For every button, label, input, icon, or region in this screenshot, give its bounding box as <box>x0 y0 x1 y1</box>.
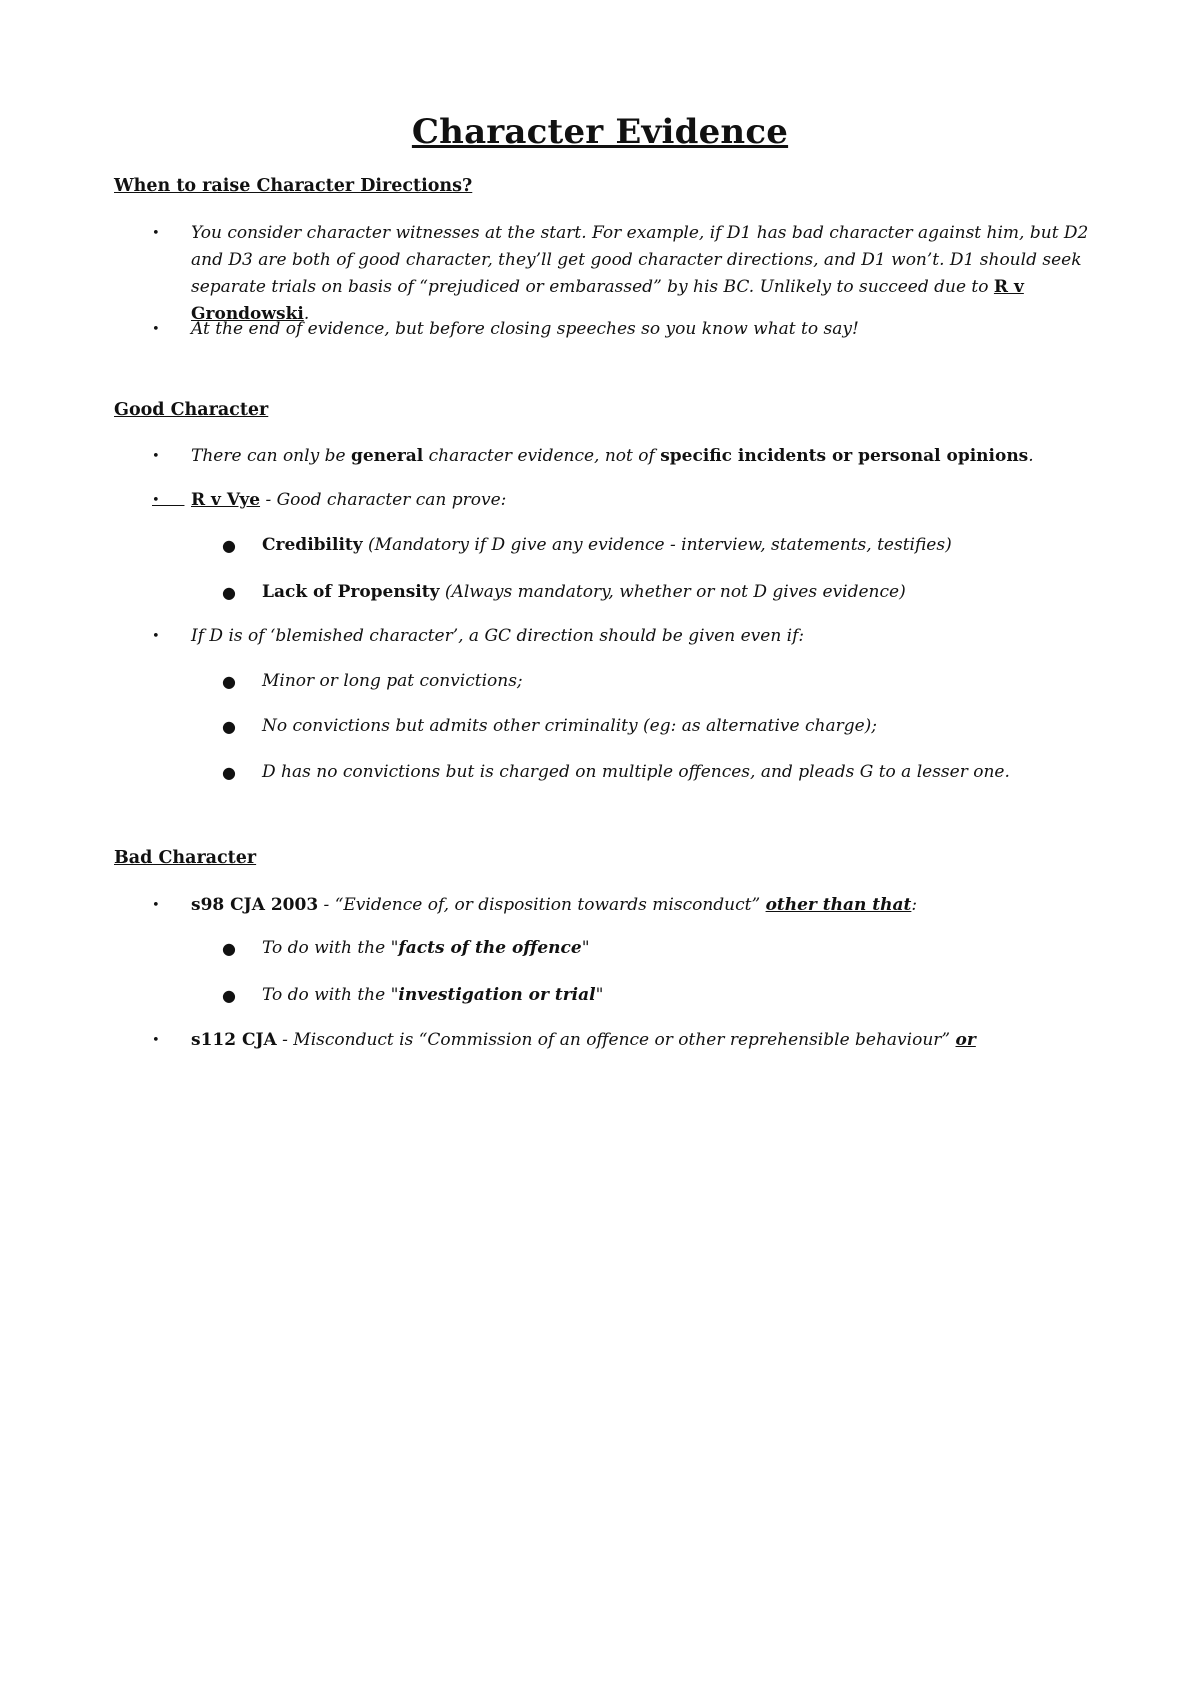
text-run: To do with the " <box>262 985 399 1005</box>
text-run: - Good character can prove: <box>260 490 507 510</box>
text-run: There can only be <box>191 446 351 466</box>
bullet-icon: • <box>152 898 160 913</box>
text-run: " <box>595 985 604 1005</box>
sub-item-multiple-offences: D has no convictions but is charged on multiple offences, and pleads G to a lesser one. <box>262 762 1010 782</box>
case-name: R v Grondowski <box>191 277 1024 324</box>
text-run: - Misconduct is “Commission of an offence or other reprehensible behaviour” <box>276 1030 956 1050</box>
bullet-icon: • <box>152 1033 160 1048</box>
text-run: . <box>1028 446 1034 466</box>
punctuation: . <box>303 304 310 324</box>
text-run-bold: specific incidents or personal opinions <box>660 446 1029 466</box>
sub-item-no-convictions: No convictions but admits other criminality (eg: as alternative charge); <box>262 716 878 736</box>
case-name: R v Vye <box>191 490 261 510</box>
sub-item-propensity <box>262 579 906 606</box>
text-run-emphasis: investigation or trial <box>398 985 596 1005</box>
punctuation: : <box>911 895 918 915</box>
bullet-icon: ● <box>222 763 236 782</box>
list-item-bad-1 <box>191 892 917 919</box>
bullet-icon: ● <box>222 986 236 1005</box>
bullet-icon: ● <box>222 672 236 691</box>
sub-item-credibility <box>262 532 952 559</box>
bullet-icon: • <box>152 493 185 508</box>
text-run: To do with the " <box>262 938 399 958</box>
list-item-good-1 <box>191 443 1034 470</box>
bullet-icon: • <box>152 449 160 464</box>
list-item-text: You consider character witnesses at the start. For example, if D1 has bad character against him, but D2 and D3 are both of good character, they’ll get good character directions, and D1 won’t. D1 should seek separate trials on basis of “prejudiced or embarassed” by his BC. Unlikely to succeed due to <box>191 223 1089 297</box>
text-run-emphasis: other than that <box>765 895 912 915</box>
list-item-bad-2 <box>191 1027 976 1054</box>
text-run: (Always mandatory, whether or not D gives evidence) <box>439 582 906 602</box>
text-run: " <box>581 938 590 958</box>
bullet-icon: • <box>152 322 160 337</box>
list-item-good-2 <box>191 487 506 514</box>
bullet-icon: ● <box>222 717 236 736</box>
text-run-bold: Lack of Propensity <box>262 582 440 602</box>
sub-item-minor: Minor or long pat convictions; <box>262 671 523 691</box>
text-run-emphasis: or <box>955 1030 976 1050</box>
list-item-good-3: If D is of ‘blemished character’, a GC direction should be given even if: <box>191 626 805 646</box>
bullet-icon: • <box>152 629 160 644</box>
section-heading-good: Good Character <box>114 400 269 420</box>
text-run-bold: s112 CJA <box>191 1030 277 1050</box>
bullet-icon: • <box>152 226 160 241</box>
text-run: - “Evidence of, or disposition towards misconduct” <box>318 895 766 915</box>
bullet-icon: ● <box>222 583 236 602</box>
list-item-when-1 <box>191 220 1096 328</box>
section-heading-when: When to raise Character Directions? <box>114 176 473 196</box>
text-run: character evidence, not of <box>423 446 661 466</box>
text-run-bold: Credibility <box>262 535 363 555</box>
text-run-bold: s98 CJA 2003 <box>191 895 319 915</box>
bullet-icon: ● <box>222 939 236 958</box>
sub-item-facts <box>262 935 590 962</box>
sub-item-investigation <box>262 982 603 1009</box>
list-item-when-2: At the end of evidence, but before closing speeches so you know what to say! <box>191 319 859 339</box>
bullet-icon: ● <box>222 536 236 555</box>
text-run-emphasis: facts of the offence <box>398 938 582 958</box>
text-run: (Mandatory if D give any evidence - interview, statements, testifies) <box>362 535 952 555</box>
section-heading-bad: Bad Character <box>114 848 257 868</box>
text-run-bold: general <box>350 446 424 466</box>
document-title: Character Evidence <box>411 112 789 152</box>
